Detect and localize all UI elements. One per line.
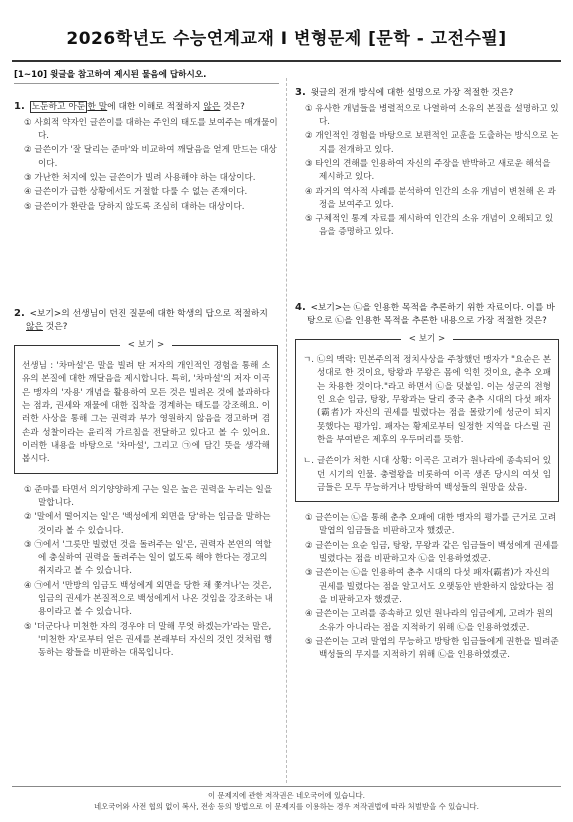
question-3: [295, 85, 559, 240]
question-2-option[interactable]: ③ ㉠에서 '그릇만 빌렸던 것을 돌려주는 일'은, 권력자 본연의 역할에 충실하여 권력을 돌려주는 일이 없도록 해야 한다는 경고의 취지라고 볼 수 있습니다.: [24, 539, 272, 577]
question-2-stem-text: <보기>의 선생님이 던진 질문에 대한 학생의 답으로 적절하지: [29, 308, 268, 319]
question-1-number: 1.: [14, 101, 25, 112]
question-4-option[interactable]: ① 글쓴이는 ㉡을 통해 춘추 오패에 대한 맹자의 평가를 근거로 고려 말엽의 임금들을 비판하고자 했겠군.: [305, 513, 557, 537]
question-4-number: 4.: [295, 301, 306, 313]
question-3-stem-text: 윗글의 전개 방식에 대한 설명으로 가장 적절한 것은?: [310, 88, 514, 98]
question-1-stem-text: 에 대한 이해로 적절하지: [107, 102, 204, 112]
copyright-warning: 네오국어와 사전 협의 없이 복사, 전송 등의 방법으로 이 문제지를 이용하는 경우 저작권법에 따라 처벌받을 수 있습니다.: [94, 802, 479, 812]
question-1-stem-end: 것은?: [220, 102, 245, 112]
question-4-bogi-box: [295, 334, 559, 502]
question-1-option[interactable]: ④ 글쓴이가 급한 상황에서도 거절할 다룰 수 없는 존재이다.: [24, 187, 248, 198]
bogi-text: 선생님 : '차마설'은 말을 빌려 탄 저자의 개인적인 경험을 통해 소유의 본질에 대한 깨달음을 제시합니다. 특히, '차마설'의 저자 이곡은 맹자의 '자용' 개념을 활용하여 모든 것은 빌려온 것에 불과하다는 점과, 권세와 재물에 대한 집착을 경계하는 태도를 강조해요. 이러한 사상을 통해 그는 권력과 부가 영원하지 않음을 경고하며 겸손과 성찰이라는 윤리적 가르침을 전달하고 있다고 볼 수 있어요. 이러한 내용을 바탕으로 '차마설', 그리고 ㉠에 담긴 뜻을 생각해 봅시다.: [22, 361, 270, 465]
bogi-label: < 보기 >: [401, 334, 453, 344]
question-4-option[interactable]: ③ 글쓴이는 ㉡을 인용하여 춘추 시대의 다섯 패자(霸者)가 자신의 권세를 빌렸다는 점을 알고서도 오랫동안 반환하지 않았다는 점을 비판하고자 했겠군.: [305, 568, 554, 605]
bogi-label: < 보기 >: [120, 340, 172, 350]
question-3-option[interactable]: ① 유사한 개념들을 병렬적으로 나열하여 소유의 본질을 설명하고 있다.: [305, 103, 559, 127]
question-4-stem-text: <보기>는 ㉡을 인용한 목적을 추론하기 위한 자료이다. 이를 바탕으로 ㉡을 인용한 목적을 추론한 내용으로 가장 적절한 것은?: [307, 302, 555, 327]
question-1-boxed-term: 노둔하고 아둔: [31, 102, 86, 112]
page-title: 2026학년도 수능연계교재 I 변형문제 [문학 - 고전수필]: [66, 29, 507, 49]
title-divider: [12, 60, 561, 62]
question-4: [295, 300, 559, 663]
bogi-item: ㄴ. 글쓴이가 처한 시대 상황: 이곡은 고려가 원나라에 종속되어 있던 시기의 인물. 충렬왕을 비롯하여 이곡 생존 당시의 여섯 임금들은 모두 무능하거나 방탕하여 백성들의 원망을 샀음.: [303, 456, 551, 493]
question-2-bogi-box: [14, 340, 278, 474]
question-2-stem-end: 것은?: [43, 322, 68, 333]
question-3-stem: [295, 85, 559, 101]
column-divider: [286, 78, 287, 783]
question-1-option[interactable]: ② 글쓴이가 '잘 달리는 준마'와 비교하여 깨달음을 얻게 만드는 대상이다.: [24, 145, 277, 169]
question-2-number: 2.: [14, 307, 25, 319]
question-3-number: 3.: [295, 87, 306, 98]
question-3-option[interactable]: ⑤ 구체적인 통계 자료를 제시하여 인간의 소유 개념이 오해되고 있음을 증명하고 있다.: [305, 214, 554, 238]
question-3-option[interactable]: ② 개인적인 경험을 바탕으로 보편적인 교훈을 도출하는 방식으로 논지를 전개하고 있다.: [305, 131, 559, 155]
question-3-option[interactable]: ④ 과거의 역사적 사례를 분석하여 인간의 소유 개념이 변천해 온 과정을 보여주고 있다.: [305, 186, 556, 210]
instruction-text: [1~10] 윗글을 참고하여 제시된 물음에 답하시오.: [14, 70, 207, 80]
question-2-option[interactable]: ⑤ '더군다나 미천한 자의 경우야 더 말해 무엇 하겠는가'라는 말은, '미천한 자'로부터 얻은 권세를 본래부터 자신의 것인 것처럼 행동하는 왕들을 비판하는 대목입니다.: [24, 621, 273, 659]
question-4-option[interactable]: ② 글쓴이는 요순 임금, 탕왕, 무왕과 같은 임금들이 백성에게 권세를 빌렸다는 점을 비판하고자 ㉡을 인용하였겠군.: [305, 540, 559, 565]
question-2-option[interactable]: ④ ㉠에서 '만방의 임금도 백성에게 외면을 당한 채 쫓겨나'는 것은, 임금의 권세가 본질적으로 백성에게서 나온 것임을 강조하는 내용이라고 볼 수 있습니다.: [24, 580, 273, 618]
question-4-option[interactable]: ⑤ 글쓴이는 고려 말엽의 무능하고 방탕한 임금들에게 권한을 빌려준 백성들의 무지를 지적하기 위해 ㉡을 인용하였겠군.: [305, 636, 559, 661]
question-1-underlined-term: 한 말: [87, 102, 108, 112]
question-2: [14, 306, 278, 661]
left-column: [14, 99, 278, 662]
question-1-option[interactable]: ③ 가난한 처지에 있는 글쓴이가 빌려 사용해야 하는 대상이다.: [24, 172, 256, 183]
right-column: [295, 85, 559, 664]
footer-divider: [12, 786, 561, 787]
question-1: [14, 99, 278, 214]
question-2-stem: [14, 306, 278, 335]
bogi-label-wrap: [296, 333, 558, 346]
question-1-option[interactable]: ⑤ 글쓴이가 환란을 당하지 않도록 조심히 대하는 대상이다.: [24, 201, 245, 212]
footer: [0, 790, 573, 813]
question-2-negation: 않은: [26, 322, 43, 333]
question-4-stem: [295, 300, 559, 329]
bogi-item: ㄱ. ㉡의 맥락: 민본주의적 정치사상을 주창했던 맹자가 "요순은 본성대로 한 것이요, 탕왕과 무왕은 몸에 익힌 것이요, 춘추 오패는 차용한 것이다."라고 하면서 ㉡을 덧붙임. 이는 성군의 전형인 요순 임금, 탕왕, 무왕과는 달리 중국 춘추 시대의 다섯 패자(霸者)가 자신의 권세를 빌렸다는 점을 몰랐기에 성군이 되지 못했다는 평가임. 패자는 황제로부터 일정한 지역을 다스릴 권한을 부여받은 제후의 우두머리를 뜻함.: [303, 355, 551, 445]
question-1-stem: [14, 99, 278, 115]
question-2-option[interactable]: ① 준마를 타면서 의기양양하게 구는 일은 높은 권력을 누리는 일을 말합니다.: [24, 484, 273, 508]
question-4-option[interactable]: ④ 글쓴이는 고려를 종속하고 있던 원나라의 임금에게, 고려가 원의 소유가 아니라는 점을 지적하기 위해 ㉡을 인용하였겠군.: [305, 609, 554, 633]
bogi-label-wrap: [15, 339, 277, 352]
question-2-option[interactable]: ② '말에서 떨어지는 일'은 '백성에게 외면을 당'하는 임금을 말하는 것이라 볼 수 있습니다.: [24, 512, 271, 536]
question-3-option[interactable]: ③ 타인의 견해를 인용하여 자신의 주장을 반박하고 새로운 해석을 제시하고 있다.: [305, 158, 551, 183]
instruction-divider: [14, 83, 279, 84]
copyright-line: 이 문제지에 관한 저작권은 네오국어에 있습니다.: [208, 791, 365, 800]
question-1-negation: 않은: [203, 102, 221, 112]
question-1-option[interactable]: ① 사회적 약자인 글쓴이를 대하는 주인의 태도를 보여주는 매개물이다.: [24, 117, 278, 141]
